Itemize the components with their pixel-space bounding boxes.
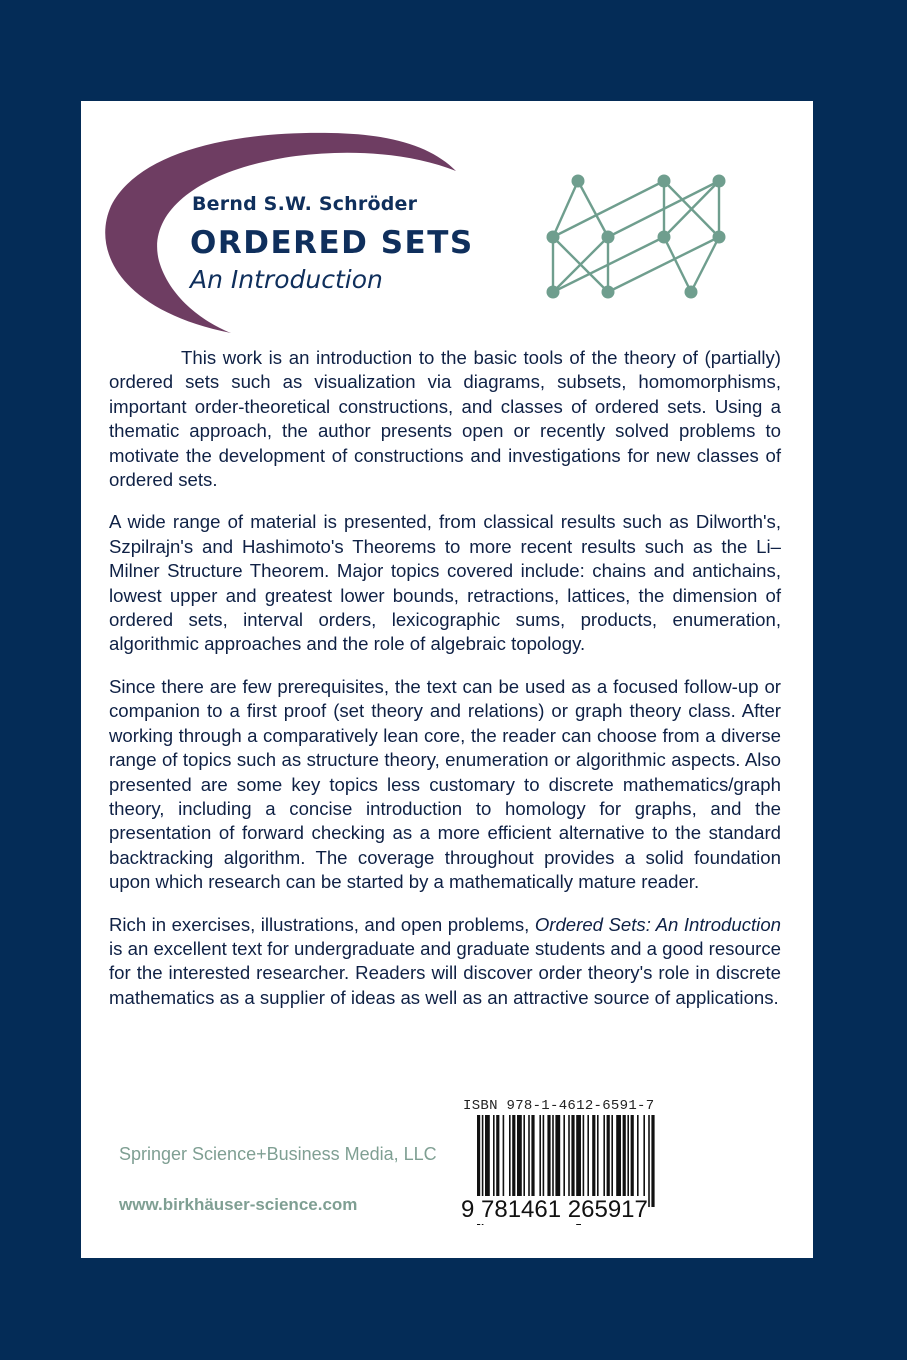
book-title: ORDERED SETS [190, 225, 474, 261]
book-title-reference: Ordered Sets: An Introduction [534, 913, 781, 935]
back-cover-panel [81, 101, 813, 1258]
publisher-website: www.birkhäuser-science.com [119, 1195, 358, 1214]
blurb-rest: is an excellent text for undergraduate and graduate students and a good resource for the interested researcher. Readers will discover order theory's role in discrete mathematics as a supplier of ideas as well as an attractive source of applications. [109, 937, 781, 1008]
blurb-paragraph-1: This work is an introduction to the basic tools of the theory of (partially) ordered sets such as visualization via diagrams, subsets, homomorphisms, important order-theoretical constructions, and classes of ordered sets. Using a thematic approach, the author presents open or recently solved problems to motivate the development of constructions and investigations for new classes of ordered sets. [109, 347, 781, 491]
isbn-barcode [461, 1098, 661, 1225]
ean-digits: 9 781461 265917 [461, 1196, 648, 1223]
hasse-diagram-icon [541, 171, 741, 321]
blurb-paragraph-2: A wide range of material is presented, from classical results such as Dilworth's, Szpilrajn's and Hashimoto's Theorems to more recent results such as the Li–Milner Structure Theorem. Major topics covered include: chains and antichains, lowest upper and greatest lower bounds, retractions, lattices, the dimension of ordered sets, interval orders, lexicographic sums, products, enumeration, algorithmic approaches and the role of algebraic topology. [109, 511, 781, 655]
author-name: Bernd S.W. Schröder [192, 193, 418, 215]
publisher-name: Springer Science+Business Media, LLC [119, 1144, 437, 1164]
blurb-paragraph-3: Since there are few prerequisites, the text can be used as a focused follow-up or companion to a first proof (set theory and relations) or graph theory class. After working through a comparatively lean core, the reader can choose from a diverse range of topics such as structure theory, enumeration or algorithmic aspects. Also presented are some key topics less customary to discrete mathematics/graph theory, including a concise introduction to homology for graphs, and the presentation of forward checking as a more efficient alternative to the standard backtracking algorithm. The coverage throughout provides a solid foundation upon which research can be started by a mathematically mature reader. [109, 675, 781, 893]
swoosh-graphic [81, 101, 541, 341]
book-subtitle: An Introduction [190, 265, 383, 294]
blurb-lead: Rich in exercises, illustrations, and open problems, [109, 913, 535, 935]
blurb-paragraph-4 [109, 913, 781, 1011]
isbn-label: ISBN 978-1-4612-6591-7 [463, 1098, 655, 1114]
blurb [109, 346, 781, 1028]
